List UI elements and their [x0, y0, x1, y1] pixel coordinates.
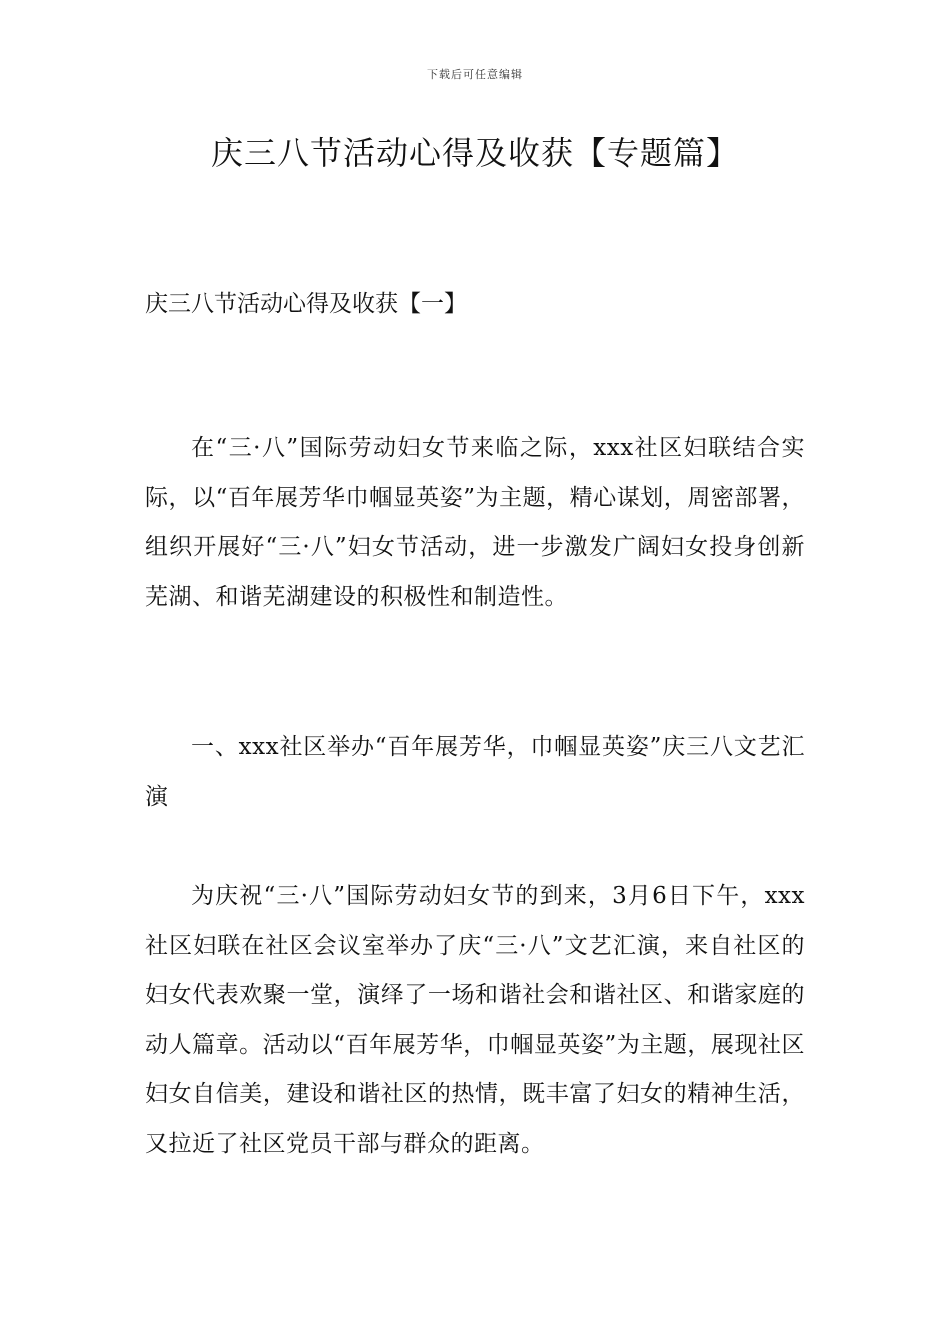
paragraph-event-description: 为庆祝“三·八”国际劳动妇女节的到来，3月6日下午，xxx社区妇联在社区会议室举办了庆“三·八”文艺汇演，来自社区的妇女代表欢聚一堂，演绎了一场和谐社会和谐社区、和谐家庭的动人篇章。活动以“百年展芳华，巾帼显英姿”为主题，展现社区妇女自信美，建设和谐社区的热情，既丰富了妇女的精神生活，又拉近了社区党员干部与群众的距离。 — [145, 883, 805, 1157]
header-note: 下载后可任意编辑 — [427, 68, 523, 81]
section-title: 庆三八节活动心得及收获【一】 — [145, 291, 467, 317]
paragraph-intro: 在“三·八”国际劳动妇女节来临之际，xxx社区妇联结合实际，以“百年展芳华巾帼显英姿”为主题，精心谋划，周密部署，组织开展好“三·八”妇女节活动，进一步激发广阔妇女投身创新芜湖、和谐芜湖建设的积极性和制造性。 — [145, 435, 805, 610]
paragraph-subheading: 一、xxx社区举办“百年展芳华，巾帼显英姿”庆三八文艺汇演 — [145, 734, 805, 810]
document-title: 庆三八节活动心得及收获【专题篇】 — [210, 134, 739, 172]
